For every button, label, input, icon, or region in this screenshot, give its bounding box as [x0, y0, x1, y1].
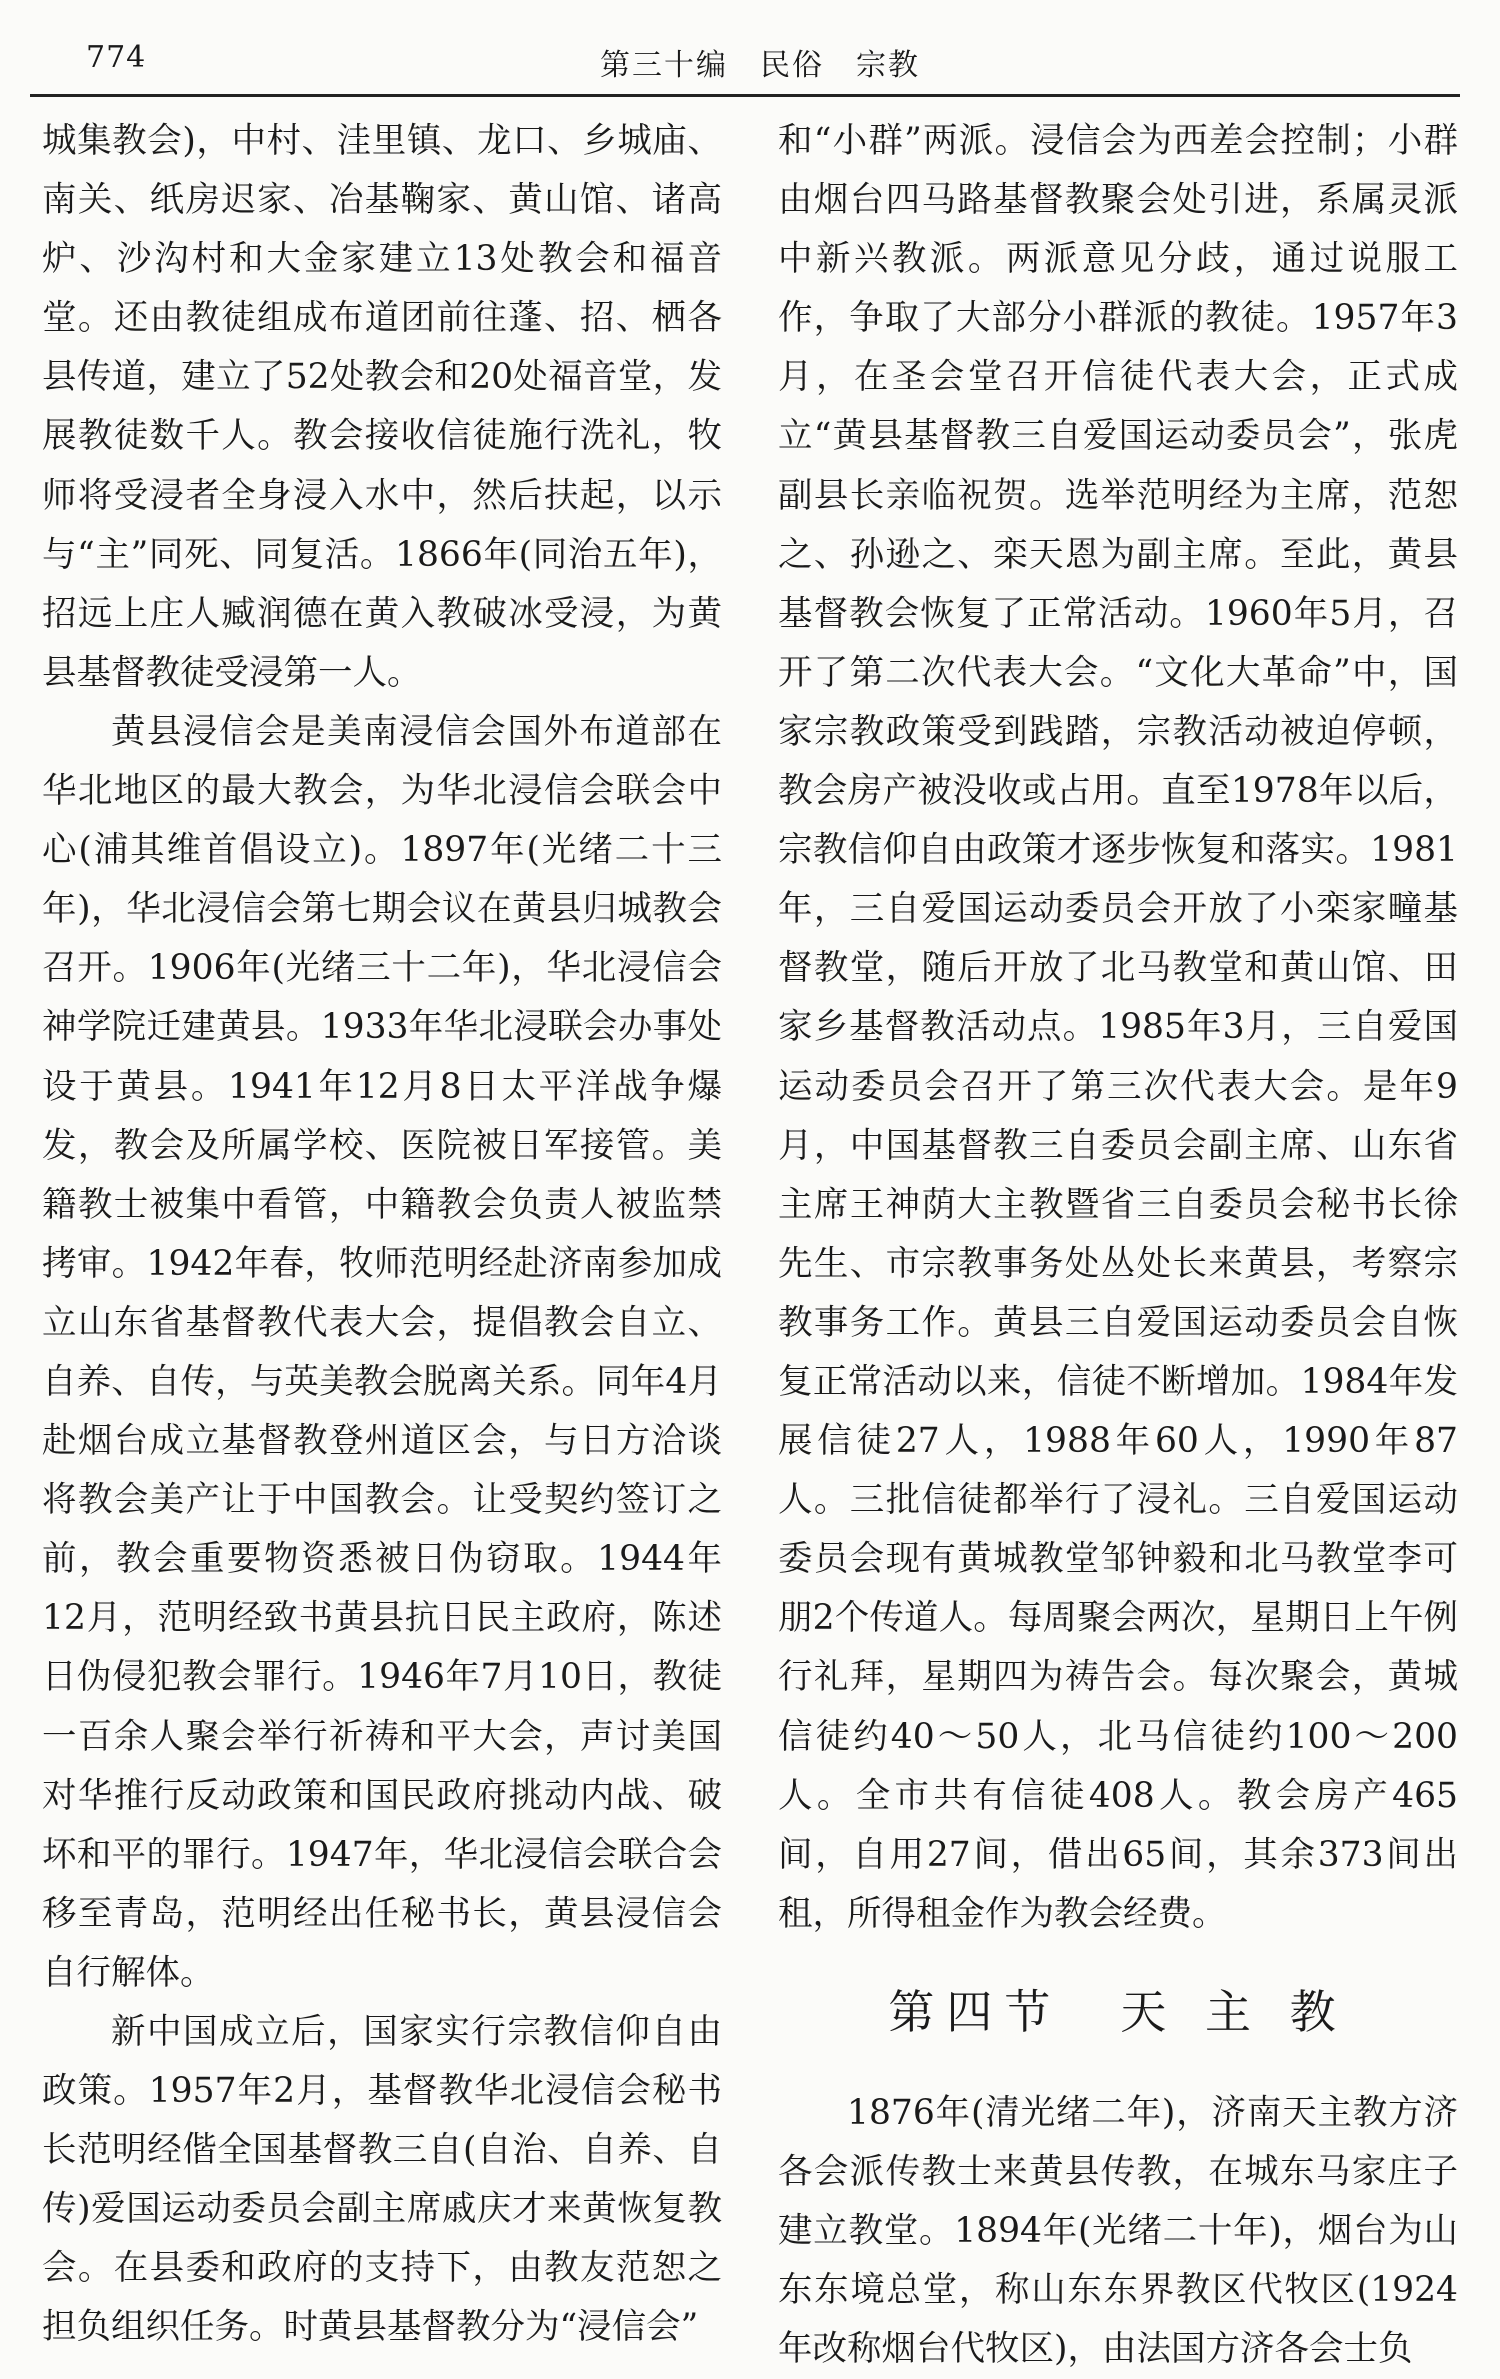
- left-column: [42, 112, 722, 2358]
- header-rule: [30, 94, 1460, 97]
- section-heading: 第四节 天 主 教: [888, 1984, 1348, 2039]
- paragraph: 城集教会)，中村、洼里镇、龙口、乡城庙、南关、纸房迟家、冶基鞠家、黄山馆、诸高炉、沙沟村和大金家建立13处教会和福音堂。还由教徒组成布道团前往蓬、招、栖各县传道，建立了52处教会和20处福音堂，发展教徒数千人。教会接收信徒施行洗礼，牧师将受浸者全身浸入水中，然后扶起，以示与“主”同死、同复活。1866年(同治五年)，招远上庄人臧润德在黄入教破冰受浸，为黄县基督教徒受浸第一人。: [42, 121, 722, 693]
- paragraph: 新中国成立后，国家实行宗教信仰自由政策。1957年2月，基督教华北浸信会秘书长范明经偕全国基督教三自(自治、自养、自传)爱国运动委员会副主席戚庆才来黄恢复教会。在县委和政府的支持下，由教友范恕之担负组织任务。时黄县基督教分为“浸信会”: [42, 2012, 722, 2348]
- right-column: [778, 112, 1458, 2379]
- page-header: [40, 36, 1460, 94]
- paragraph: 黄县浸信会是美南浸信会国外布道部在华北地区的最大教会，为华北浸信会联会中心(浦其维首倡设立)。1897年(光绪二十三年)，华北浸信会第七期会议在黄县归城教会召开。1906年(光绪三十二年)，华北浸信会神学院迁建黄县。1933年华北浸联会办事处设于黄县。1941年12月8日太平洋战争爆发，教会及所属学校、医院被日军接管。美籍教士被集中看管，中籍教会负责人被监禁拷审。1942年春，牧师范明经赴济南参加成立山东省基督教代表大会，提倡教会自立、自养、自传，与英美教会脱离关系。同年4月赴烟台成立基督教登州道区会，与日方洽谈将教会美产让于中国教会。让受契约签订之前，教会重要物资悉被日伪窃取。1944年12月，范明经致书黄县抗日民主政府，陈述日伪侵犯教会罪行。1946年7月10日，教徒一百余人聚会举行祈祷和平大会，声讨美国对华推行反动政策和国民政府挑动内战、破坏和平的罪行。1947年，华北浸信会联合会移至青岛，范明经出任秘书长，黄县浸信会自行解体。: [42, 711, 722, 1993]
- paragraph: 和“小群”两派。浸信会为西差会控制；小群由烟台四马路基督教聚会处引进，系属灵派中新兴教派。两派意见分歧，通过说服工作，争取了大部分小群派的教徒。1957年3月，在圣会堂召开信徒代表大会，正式成立“黄县基督教三自爱国运动委员会”，张虎副县长亲临祝贺。选举范明经为主席，范恕之、孙逊之、栾天恩为副主席。至此，黄县基督教会恢复了正常活动。1960年5月，召开了第二次代表大会。“文化大革命”中，国家宗教政策受到践踏，宗教活动被迫停顿，教会房产被没收或占用。直至1978年以后，宗教信仰自由政策才逐步恢复和落实。1981年，三自爱国运动委员会开放了小栾家疃基督教堂，随后开放了北马教堂和黄山馆、田家乡基督教活动点。1985年3月，三自爱国运动委员会召开了第三次代表大会。是年9月，中国基督教三自委员会副主席、山东省主席王神荫大主教暨省三自委员会秘书长徐先生、市宗教事务处丛处长来黄县，考察宗教事务工作。黄县三自爱国运动委员会自恢复正常活动以来，信徒不断增加。1984年发展信徒27人，1988年60人，1990年87人。三批信徒都举行了浸礼。三自爱国运动委员会现有黄城教堂邹钟毅和北马教堂李可朋2个传道人。每周聚会两次，星期日上午例行礼拜，星期四为祷告会。每次聚会，黄城信徒约40～50人，北马信徒约100～200人。全市共有信徒408人。教会房产465间，自用27间，借出65间，其余373间出租，所得租金作为教会经费。: [778, 121, 1458, 1934]
- page-number: 774: [86, 40, 147, 75]
- running-title: 第三十编 民俗 宗教: [600, 48, 920, 83]
- paragraph: 1876年(清光绪二年)，济南天主教方济各会派传教士来黄县传教，在城东马家庄子建立教堂。1894年(光绪二十年)，烟台为山东东境总堂，称山东东界教区代牧区(1924年改称烟台代牧区)，由法国方济各会士负: [778, 2092, 1458, 2370]
